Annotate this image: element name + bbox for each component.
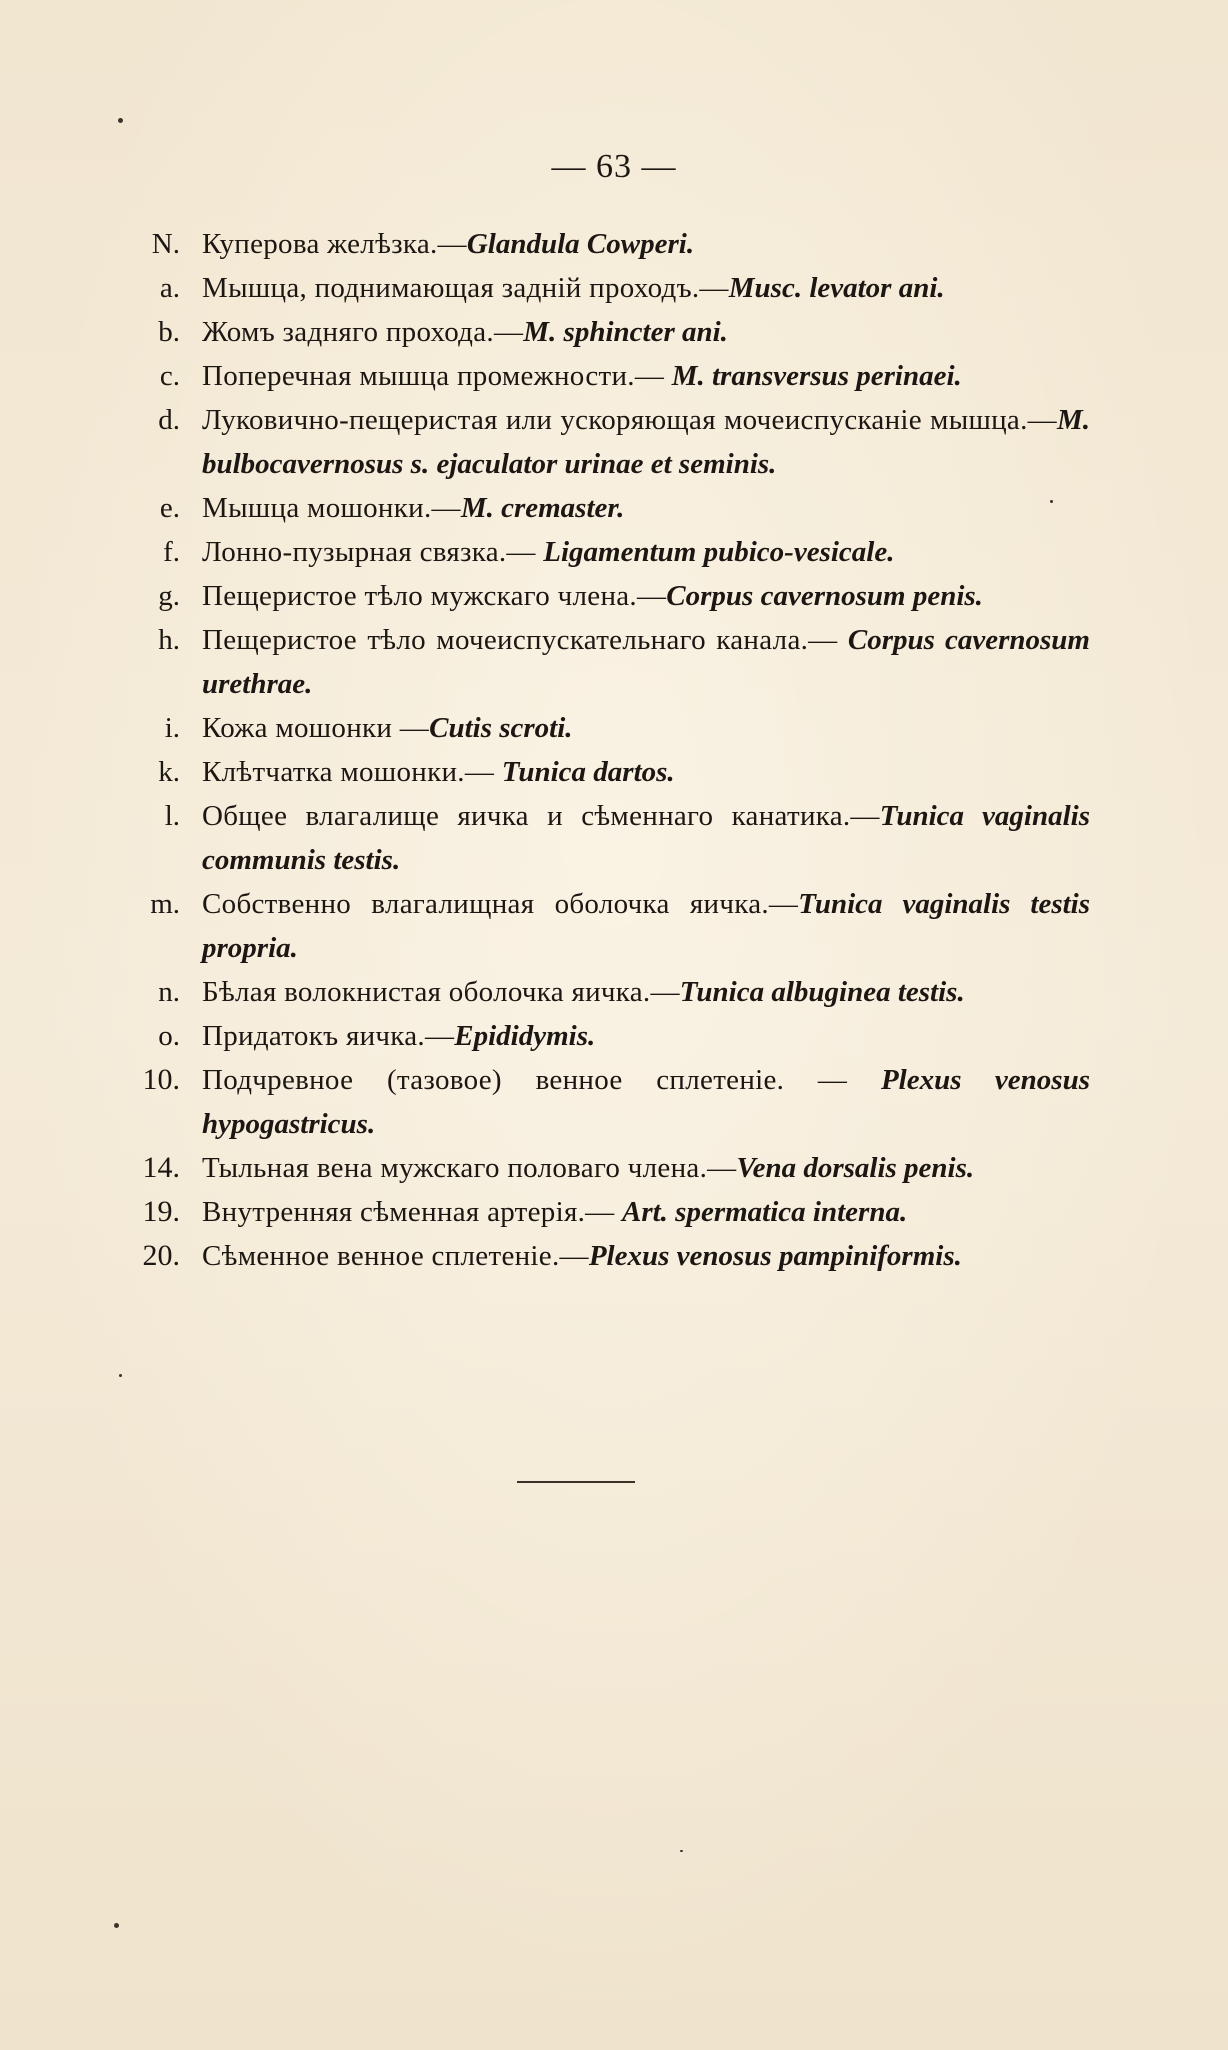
entry-russian: Сѣменное венное сплетенiе.—: [202, 1240, 589, 1272]
section-divider: [517, 1481, 635, 1483]
entry-latin: Art. spermatica interna.: [622, 1196, 908, 1228]
entry-label: i.: [164, 712, 180, 744]
paper-speck: [118, 118, 123, 123]
entry-text: [182, 310, 1090, 354]
legend-entry: [100, 1058, 1090, 1146]
legend-entry: [100, 310, 1090, 354]
entry-russian: Подчревное (тазовое) венное сплетенiе. —: [202, 1064, 881, 1096]
legend-entry: [100, 530, 1090, 574]
entry-russian: Общее влагалище яичка и сѣменнаго канатика.—: [202, 800, 880, 832]
entry-russian: Внутренняя сѣменная артерiя.—: [202, 1196, 622, 1228]
paper-speck: [1050, 500, 1053, 503]
entry-russian: Луковично-пещеристая или ускоряющая мочеиспусканiе мышца.—: [202, 404, 1057, 436]
legend-entry: [100, 1190, 1090, 1234]
legend-entry: [100, 266, 1090, 310]
entry-latin: M. sphincter ani.: [523, 316, 728, 348]
entry-latin: Tunica albuginea testis.: [679, 976, 965, 1008]
entry-text: [182, 970, 1090, 1014]
entry-russian: Тыльная вена мужскаго половаго члена.—: [202, 1152, 737, 1184]
entry-latin: Ligamentum pubico-vesicale.: [543, 536, 895, 568]
entry-label: g.: [158, 580, 180, 612]
entry-latin: M. transversus perinaei.: [671, 360, 962, 392]
entry-text: [182, 530, 1090, 574]
legend-entry: [100, 398, 1090, 486]
entry-russian: Куперова желѣзка.—: [202, 228, 467, 260]
entry-latin: Plexus venosus pampiniformis.: [588, 1240, 962, 1272]
entry-text: [182, 882, 1090, 970]
entry-russian: Кожа мошонки —: [202, 712, 430, 744]
entry-text: [182, 706, 1090, 750]
legend-list: [100, 222, 1090, 1278]
entry-russian: Пещеристое тѣло мужскаго члена.—: [202, 580, 667, 612]
legend-entry: [100, 222, 1090, 266]
entry-russian: Мышца, поднимающая заднiй проходъ.—: [202, 272, 729, 304]
entry-russian: Придатокъ яичка.—: [202, 1020, 455, 1052]
entry-russian: Жомъ задняго прохода.—: [202, 316, 524, 348]
entry-text: [182, 398, 1090, 486]
entry-label: n.: [158, 976, 180, 1008]
legend-entry: [100, 1146, 1090, 1190]
entry-russian: Собственно влагалищная оболочка яичка.—: [202, 888, 799, 920]
entry-label: 19.: [142, 1195, 180, 1228]
entry-text: [182, 1146, 1090, 1190]
entry-latin: M. bulbocavernosus s. ejaculator urinae et seminis.: [202, 404, 1090, 480]
legend-entry: [100, 574, 1090, 618]
entry-text: [182, 750, 1090, 794]
entry-russian: Мышца мошонки.—: [202, 492, 461, 524]
legend-entry: [100, 882, 1090, 970]
entry-label: N.: [151, 228, 180, 260]
entry-label: a.: [159, 272, 180, 304]
legend-entry: [100, 618, 1090, 706]
entry-latin: Tunica vaginalis testis propria.: [202, 888, 1090, 964]
entry-russian: Бѣлая волокнистая оболочка яичка.—: [202, 976, 680, 1008]
entry-latin: Tunica dartos.: [501, 756, 675, 788]
entry-label: m.: [150, 888, 180, 920]
entry-text: [182, 1190, 1090, 1234]
legend-entry: [100, 970, 1090, 1014]
entry-text: [182, 1234, 1090, 1278]
entry-latin: Corpus cavernosum urethrae.: [202, 624, 1090, 700]
legend-entry: [100, 706, 1090, 750]
entry-latin: Cutis scroti.: [429, 712, 573, 744]
entry-label: 20.: [142, 1239, 180, 1272]
entry-label: o.: [158, 1020, 180, 1052]
entry-label: k.: [158, 756, 180, 788]
entry-text: [182, 222, 1090, 266]
entry-text: [182, 486, 1090, 530]
entry-text: [182, 1058, 1090, 1146]
entry-russian: Лонно-пузырная связка.—: [202, 536, 544, 568]
entry-latin: Vena dorsalis penis.: [736, 1152, 975, 1184]
entry-latin: M. cremaster.: [460, 492, 625, 524]
entry-text: [182, 618, 1090, 706]
legend-entry: [100, 794, 1090, 882]
paper-speck: [680, 1850, 683, 1852]
paper-speck: [119, 1374, 122, 1377]
legend-entry: [100, 1014, 1090, 1058]
legend-entry: [100, 1234, 1090, 1278]
entry-latin: Musc. levator ani.: [728, 272, 945, 304]
entry-label: 10.: [142, 1063, 180, 1096]
entry-label: f.: [163, 536, 180, 568]
entry-latin: Glandula Cowperi.: [466, 228, 695, 260]
entry-label: h.: [158, 624, 180, 656]
entry-label: c.: [159, 360, 180, 392]
entry-text: [182, 794, 1090, 882]
entry-text: [182, 574, 1090, 618]
entry-russian: Пещеристое тѣло мочеиспускательнаго канала.—: [202, 624, 848, 656]
legend-entry: [100, 486, 1090, 530]
legend-entry: [100, 750, 1090, 794]
entry-latin: Plexus venosus hypogastricus.: [202, 1064, 1090, 1140]
entry-russian: Клѣтчатка мошонки.—: [202, 756, 502, 788]
entry-label: e.: [159, 492, 180, 524]
entry-text: [182, 266, 1090, 310]
entry-label: d.: [158, 404, 180, 436]
paper-speck: [114, 1923, 119, 1928]
entry-label: b.: [158, 316, 180, 348]
page-number: — 63 —: [551, 148, 677, 185]
entry-label: 14.: [142, 1151, 180, 1184]
legend-entry: [100, 354, 1090, 398]
entry-latin: Tunica vaginalis communis testis.: [202, 800, 1090, 876]
entry-text: [182, 354, 1090, 398]
entry-latin: Corpus cavernosum penis.: [666, 580, 983, 612]
entry-text: [182, 1014, 1090, 1058]
entry-russian: Поперечная мышца промежности.—: [202, 360, 672, 392]
entry-latin: Epididymis.: [454, 1020, 596, 1052]
entry-label: l.: [164, 800, 180, 832]
